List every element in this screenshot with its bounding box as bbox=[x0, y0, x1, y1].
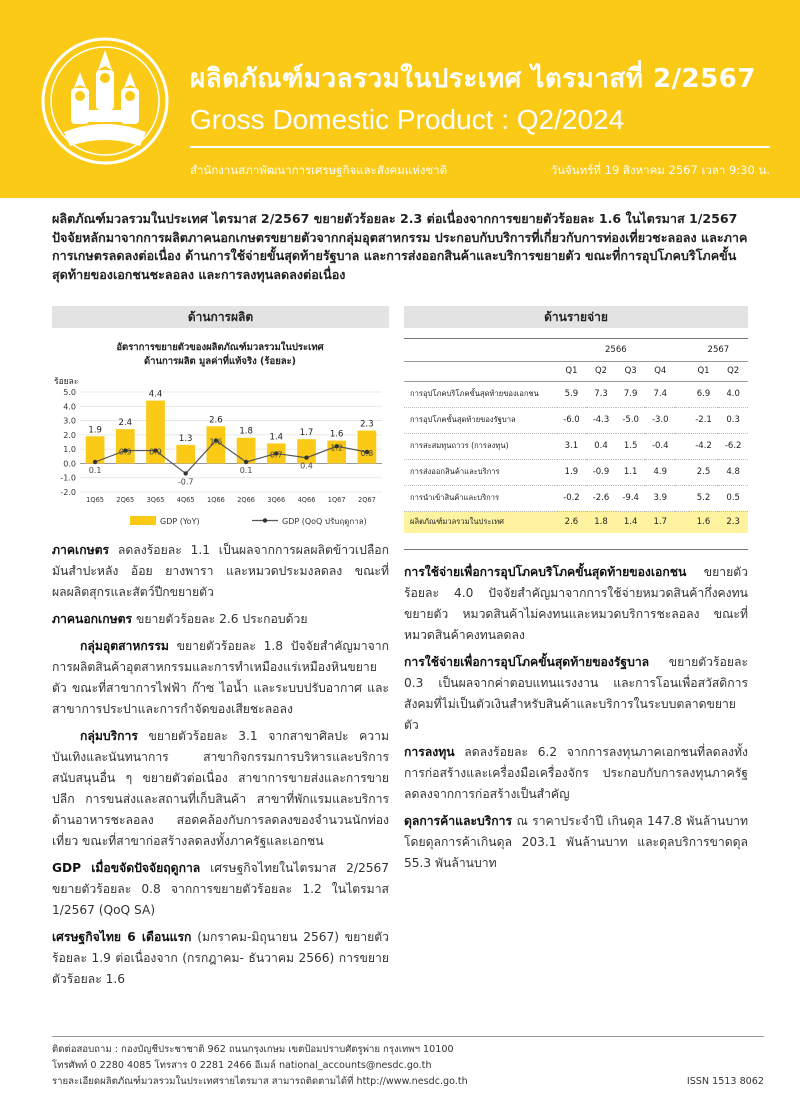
bar-data-label: 1.9 bbox=[88, 425, 102, 436]
section-expenditure-heading: ด้านรายจ่าย bbox=[404, 306, 748, 328]
table-row bbox=[404, 485, 748, 511]
table-cell: 4.0 bbox=[718, 381, 748, 407]
table-cell: 3.9 bbox=[645, 485, 675, 511]
table-cell: 0.5 bbox=[718, 485, 748, 511]
expenditure-table bbox=[404, 338, 748, 550]
table-cell: 1.5 bbox=[616, 433, 646, 459]
table-row-label: การนำเข้าสินค้าและบริการ bbox=[404, 485, 557, 511]
table-row-gdp bbox=[404, 511, 748, 533]
table-cell: -0.2 bbox=[557, 485, 587, 511]
table-cell: 3.1 bbox=[557, 433, 587, 459]
y-tick-label: 4.0 bbox=[63, 402, 76, 412]
para-first-half: เศรษฐกิจไทย 6 เดือนแรก (มกราคม-มิถุนายน 2567) ขยายตัวร้อยละ 1.9 ต่อเนื่องจาก (กรกฎาคม- ธันวาคม 2566) การขยายตัวร้อยละ 1.6 bbox=[52, 930, 390, 986]
line-data-label: 0.1 bbox=[239, 466, 253, 475]
line-data-label: 0.4 bbox=[300, 461, 313, 471]
bar-data-label: 1.4 bbox=[269, 432, 284, 443]
production-text-column bbox=[52, 540, 389, 996]
x-tick-label: 4Q65 bbox=[176, 496, 195, 504]
table-quarter-header bbox=[404, 361, 748, 381]
section-production-heading: ด้านการผลิต bbox=[52, 306, 389, 328]
legend-label-qoq: GDP (QoQ ปรับฤดูกาล) bbox=[282, 517, 367, 526]
x-tick-label: 1Q65 bbox=[86, 496, 104, 504]
table-cell: -2.6 bbox=[586, 485, 616, 511]
year-2566-header: 2566 bbox=[557, 339, 675, 361]
table-cell: 1.4 bbox=[616, 511, 646, 533]
table-row-label: การสะสมทุนถาวร (การลงทุน) bbox=[404, 433, 557, 459]
y-tick-label: 2.0 bbox=[63, 430, 76, 440]
bar-gdp-yoy bbox=[116, 429, 135, 463]
table-cell: -0.9 bbox=[586, 459, 616, 485]
table-cell: 1.8 bbox=[586, 511, 616, 533]
chart-title: อัตราการขยายตัวของผลิตภัณฑ์มวลรวมในประเทศ bbox=[116, 342, 324, 353]
table-cell: 0.3 bbox=[718, 407, 748, 433]
bar-gdp-yoy bbox=[358, 431, 377, 464]
table-cell: 7.4 bbox=[645, 381, 675, 407]
chart-ylabel: ร้อยละ bbox=[54, 377, 79, 387]
bar-gdp-yoy bbox=[176, 445, 195, 464]
table-cell: -4.3 bbox=[586, 407, 616, 433]
chart-subtitle: ด้านการผลิต มูลค่าที่แท้จริง (ร้อยละ) bbox=[143, 356, 297, 367]
para-agriculture: ภาคเกษตร ลดลงร้อยละ 1.1 เป็นผลจากการผลผลิตข้าวเปลือก มันสำปะหลัง อ้อย ยางพารา และหมวดประมงลดลง ขณะที่ผลผลิตสุกรและสัตว์ปีกขยายตัว bbox=[52, 543, 389, 599]
legend-swatch-bar bbox=[130, 516, 156, 525]
bar-data-label: 2.3 bbox=[360, 419, 374, 430]
x-tick-label: 3Q66 bbox=[267, 496, 286, 504]
para-non-agriculture: ภาคนอกเกษตร ขยายตัวร้อยละ 2.6 ประกอบด้วย bbox=[52, 612, 308, 626]
bar-data-label: 1.3 bbox=[178, 433, 193, 444]
bar-data-label: 1.7 bbox=[299, 428, 314, 439]
line-data-label: 0.9 bbox=[149, 447, 162, 457]
point-gdp-qoq bbox=[244, 460, 248, 464]
table-year-header bbox=[404, 339, 748, 361]
table-row-label: ผลิตภัณฑ์มวลรวมในประเทศ bbox=[404, 511, 557, 533]
para-government-consumption: การใช้จ่ายเพื่อการอุปโภคขั้นสุดท้ายของรัฐบาล ขยายตัวร้อยละ 0.3 เป็นผลจากค่าตอบแทนแรงงาน และการโอนเพื่อสวัสดิการสังคมที่ไม่เป็นตัวเงินสำหรับสินค้าและบริการในระบบตลาดขยายตัว bbox=[404, 655, 748, 732]
x-tick-label: 2Q66 bbox=[237, 496, 255, 504]
y-tick-label: 3.0 bbox=[63, 416, 76, 426]
y-tick-label: -1.0 bbox=[60, 473, 76, 483]
bar-data-label: 1.8 bbox=[239, 426, 253, 437]
point-gdp-qoq bbox=[304, 456, 308, 460]
header-subline bbox=[190, 162, 770, 180]
line-data-label: -0.7 bbox=[177, 477, 194, 487]
line-data-label: 0.9 bbox=[118, 447, 132, 457]
para-private-consumption: การใช้จ่ายเพื่อการอุปโภคบริโภคขั้นสุดท้ายของเอกชน ขยายตัวร้อยละ 4.0 ปัจจัยสำคัญมาจากการใช้จ่ายหมวดสินค้ากึ่งคงทนขยายตัว หมวดสินค้าไม่คงทนและหมวดบริการชะลอลง ขณะที่หมวดสินค้าคงทนลดลง bbox=[404, 565, 748, 642]
bar-data-label: 4.4 bbox=[148, 389, 163, 400]
legend-swatch-point bbox=[263, 518, 267, 522]
x-tick-label: 2Q65 bbox=[116, 496, 135, 504]
para-services: กลุ่มบริการ ขยายตัวร้อยละ 3.1 จากสาขาศิลปะ ความบันเทิงและนันทนาการ สาขากิจกรรมการบริหารและบริการสนับสนุนอื่น ๆ ขยายตัวต่อเนื่อง สาขาการขายส่งและการขายปลีก การขนส่งและสถานที่เก็บสินค้า สาขาที่พักแรมและบริการด้านอาหารชะลอลง สอดคล้องกับการลดลงของจำนวนนักท่องเที่ยว ขณะที่สาขาก่อสร้างลดลงทั้งภาครัฐและเอกชน bbox=[52, 729, 389, 848]
table-cell: 7.9 bbox=[616, 381, 646, 407]
footer-contact: ติดต่อสอบถาม : กองบัญชีประชาชาติ 962 ถนนกรุงเกษม เขตป้อมปราบศัตรูพ่าย กรุงเทพฯ 10100 bbox=[52, 1044, 454, 1055]
table-cell: -5.0 bbox=[616, 407, 646, 433]
point-gdp-qoq bbox=[184, 471, 188, 475]
line-data-label: 0.7 bbox=[269, 450, 283, 460]
expenditure-table-grid bbox=[404, 339, 748, 533]
quarter-header: Q4 bbox=[645, 361, 675, 381]
title-thai: ผลิตภัณฑ์มวลรวมในประเทศ ไตรมาสที่ 2/2567 bbox=[190, 64, 756, 94]
table-cell: 1.1 bbox=[616, 459, 646, 485]
table-cell: 1.7 bbox=[645, 511, 675, 533]
table-row bbox=[404, 407, 748, 433]
footer-divider bbox=[52, 1036, 764, 1037]
x-tick-label: 1Q67 bbox=[327, 496, 346, 504]
table-cell: 5.9 bbox=[557, 381, 587, 407]
para-industry: กลุ่มอุตสาหกรรม ขยายตัวร้อยละ 1.8 ปัจจัยสำคัญมาจากการผลิตสินค้าอุตสาหกรรมและการทำเหมืองแร่เหมืองหินขยายตัว ขณะที่สาขาการไฟฟ้า ก๊าซ ไอน้ำ และระบบปรับอากาศ และสาขาการประปาและการกำจัดของเสียชะลอลง bbox=[52, 639, 389, 716]
line-data-label: 1.6 bbox=[209, 437, 223, 447]
table-cell: 6.9 bbox=[689, 381, 719, 407]
table-corner bbox=[404, 339, 557, 361]
line-data-label: 0.1 bbox=[88, 466, 102, 475]
table-cell: 2.3 bbox=[718, 511, 748, 533]
table-cell: -9.4 bbox=[616, 485, 646, 511]
table-row bbox=[404, 381, 748, 407]
table-row-label: การส่งออกสินค้าและบริการ bbox=[404, 459, 557, 485]
table-cell: -6.0 bbox=[557, 407, 587, 433]
table-cell: 0.4 bbox=[586, 433, 616, 459]
legend-label-yoy: GDP (YoY) bbox=[160, 517, 200, 526]
table-cell: -2.1 bbox=[689, 407, 719, 433]
y-tick-label: -2.0 bbox=[60, 488, 76, 497]
year-2567-header: 2567 bbox=[689, 339, 748, 361]
table-cell: 5.2 bbox=[689, 485, 719, 511]
table-cell: 4.9 bbox=[645, 459, 675, 485]
nesdc-emblem-icon bbox=[40, 36, 170, 166]
bar-data-label: 2.6 bbox=[209, 415, 223, 426]
table-cell: -4.2 bbox=[689, 433, 719, 459]
release-date: วันจันทร์ที่ 19 สิงหาคม 2567 เวลา 9:30 น. bbox=[550, 163, 770, 177]
table-cell: -3.0 bbox=[645, 407, 675, 433]
point-gdp-qoq bbox=[93, 460, 97, 464]
table-cell: 1.6 bbox=[689, 511, 719, 533]
bar-data-label: 1.6 bbox=[329, 429, 344, 440]
table-cell: -0.4 bbox=[645, 433, 675, 459]
y-tick-label: 0.0 bbox=[63, 459, 76, 469]
table-row bbox=[404, 459, 748, 485]
x-tick-label: 1Q66 bbox=[207, 496, 225, 504]
para-trade-balance: ดุลการค้าและบริการ ณ ราคาประจำปี เกินดุล 147.8 พันล้านบาท โดยดุลการค้าเกินดุล 203.1 พันล้านบาท และดุลบริการขาดดุล 55.3 พันล้านบาท bbox=[404, 814, 748, 870]
expenditure-text-column bbox=[404, 562, 748, 880]
table-cell: 2.6 bbox=[557, 511, 587, 533]
para-investment: การลงทุน ลดลงร้อยละ 6.2 จากการลงทุนภาคเอกชนที่ลดลงทั้งการก่อสร้างและเครื่องมือเครื่องจักร ประกอบกับการลงทุนภาครัฐลดลงจากการก่อสร้างเป็นสำคัญ bbox=[404, 745, 748, 801]
table-row-label: การอุปโภคบริโภคขั้นสุดท้ายของเอกชน bbox=[404, 381, 557, 407]
x-tick-label: 2Q67 bbox=[358, 496, 376, 504]
table-cell: 1.9 bbox=[557, 459, 587, 485]
table-cell: -6.2 bbox=[718, 433, 748, 459]
line-gdp-qoq bbox=[95, 441, 367, 474]
footer-phone-email: โทรศัพท์ 0 2280 4085 โทรสาร 0 2281 2466 อีเมล์ national_accounts@nesdc.go.th bbox=[52, 1060, 432, 1071]
quarter-header: Q3 bbox=[616, 361, 646, 381]
header-banner bbox=[0, 0, 800, 198]
quarter-header: Q2 bbox=[718, 361, 748, 381]
title-english: Gross Domestic Product : Q2/2024 bbox=[190, 104, 625, 135]
line-data-label: 0.8 bbox=[360, 449, 374, 458]
x-tick-label: 4Q66 bbox=[297, 496, 316, 504]
footer bbox=[52, 1042, 764, 1090]
table-row-label: การอุปโภคขั้นสุดท้ายของรัฐบาล bbox=[404, 407, 557, 433]
expenditure-table-body bbox=[404, 381, 748, 533]
table-row bbox=[404, 433, 748, 459]
table-cell: 2.5 bbox=[689, 459, 719, 485]
x-tick-label: 3Q65 bbox=[146, 496, 165, 504]
gdp-growth-chart-svg bbox=[52, 336, 389, 536]
quarter-header: Q1 bbox=[557, 361, 587, 381]
footer-website: รายละเอียดผลิตภัณฑ์มวลรวมในประเทศรายไตรมาส สามารถติดตามได้ที่ http://www.nesdc.go.th bbox=[52, 1076, 468, 1087]
table-cell: 4.8 bbox=[718, 459, 748, 485]
quarter-header: Q2 bbox=[586, 361, 616, 381]
table-cell: 7.3 bbox=[586, 381, 616, 407]
agency-name: สำนักงานสภาพัฒนาการเศรษฐกิจและสังคมแห่งชาติ bbox=[190, 163, 448, 177]
issn-number: ISSN 1513 8062 bbox=[686, 1076, 764, 1087]
quarter-header: Q1 bbox=[689, 361, 719, 381]
lead-summary: ผลิตภัณฑ์มวลรวมในประเทศ ไตรมาส 2/2567 ขยายตัวร้อยละ 2.3 ต่อเนื่องจากการขยายตัวร้อยละ 1.6 ในไตรมาส 1/2567 ปัจจัยหลักมาจากการผลิตภาคนอกเกษตรขยายตัวจากกลุ่มอุตสาหกรรม ประกอบกับบริการที่เกี่ยวกับการท่องเที่ยวชะลอลง และภาคการเกษตรลดลงต่อเนื่อง ด้านการใช้จ่ายขั้นสุดท้ายรัฐบาล และการส่งออกสินค้าและบริการขยายตัว ขณะที่การอุปโภคบริโภคขั้นสุดท้ายของเอกชนชะลอลง และการลงทุนลดลงต่อเนื่อง bbox=[52, 211, 748, 282]
gdp-growth-chart bbox=[52, 336, 389, 536]
bar-data-label: 2.4 bbox=[118, 418, 133, 429]
y-tick-label: 5.0 bbox=[63, 388, 76, 397]
y-tick-label: 1.0 bbox=[63, 445, 76, 455]
line-data-label: 1.2 bbox=[330, 443, 344, 453]
para-gdp-sa: GDP เมื่อขจัดปัจจัยฤดูกาล เศรษฐกิจไทยในไตรมาส 2/2567 ขยายตัวร้อยละ 0.8 จากการขยายตัวร้อยละ 1.2 ในไตรมาส 1/2567 (QoQ SA) bbox=[52, 861, 389, 917]
title-divider bbox=[190, 146, 770, 148]
